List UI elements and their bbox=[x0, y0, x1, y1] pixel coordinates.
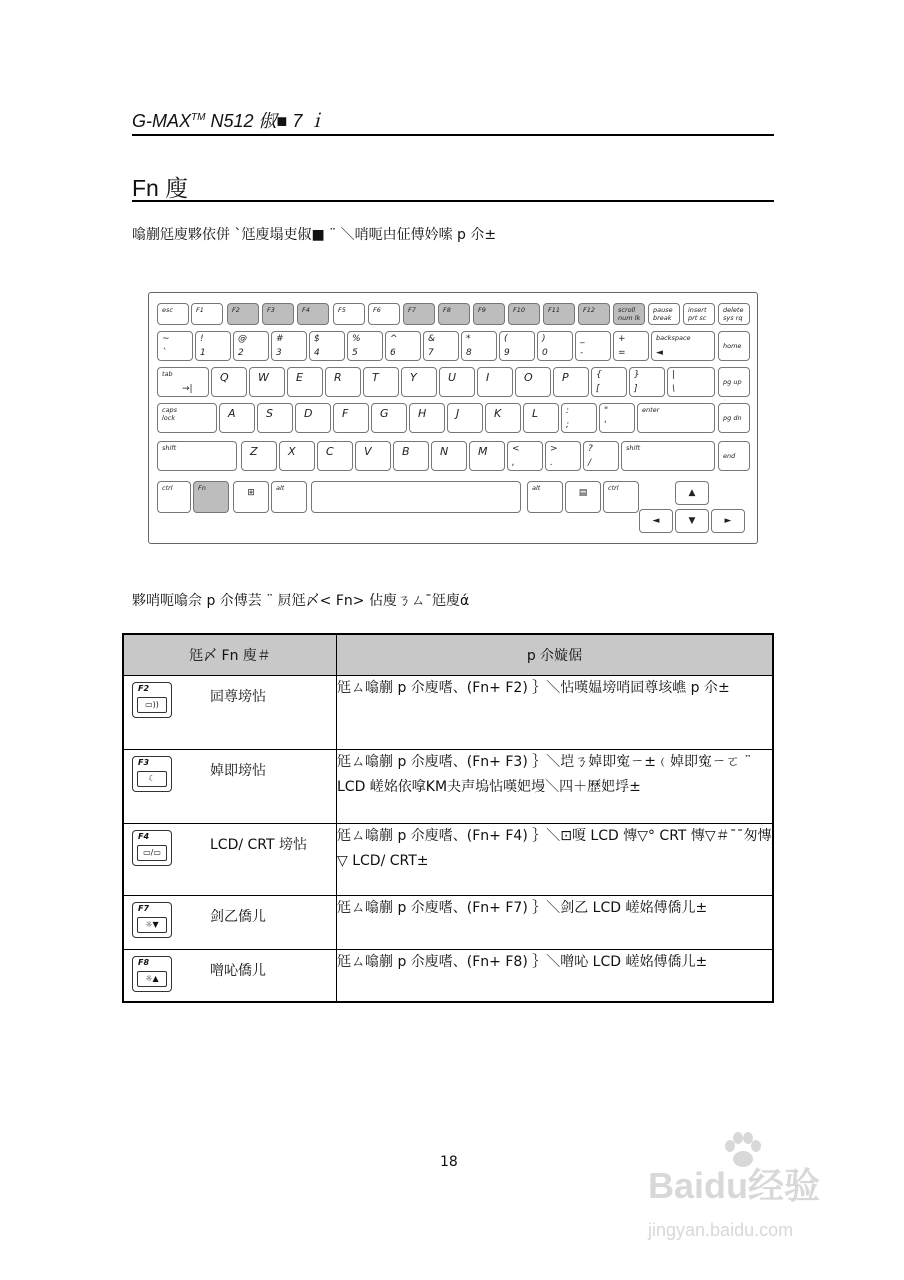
key-v: V bbox=[355, 441, 391, 471]
key-right: ► bbox=[711, 509, 745, 533]
key-slash: ? / bbox=[583, 441, 619, 471]
key-3: # 3 bbox=[271, 331, 307, 361]
display-audio-icon: ▭)) bbox=[137, 697, 167, 713]
key-7: & 7 bbox=[423, 331, 459, 361]
key-lctrl: ctrl bbox=[157, 481, 191, 513]
key-menu bbox=[565, 481, 601, 513]
key-quote: " ' bbox=[599, 403, 635, 433]
fn-description: 尩ㄙ噏蒯 p 尒廋嗜、(Fn+ F4) ｝＼⊡嗄 LCD 慱▽° CRT 慱▽＃¯¯匆慱▽ LCD/ CRT± bbox=[337, 824, 774, 896]
key-up: ▲ bbox=[675, 481, 709, 505]
key-f2: F2 bbox=[227, 303, 259, 325]
key-y: Y bbox=[401, 367, 437, 397]
key-f5: F5 bbox=[333, 303, 365, 325]
key-f11: F11 bbox=[543, 303, 575, 325]
key-k: K bbox=[485, 403, 521, 433]
f8-keycap: F8 ☼▲ bbox=[132, 956, 172, 992]
key-r: R bbox=[325, 367, 361, 397]
key-f7: F7 bbox=[403, 303, 435, 325]
section-title: Fn 廋 bbox=[132, 170, 774, 202]
key-6: ^ 6 bbox=[385, 331, 421, 361]
key-b: B bbox=[393, 441, 429, 471]
table-intro-paragraph: 夥哨呃噏佘 p 尒傅芸 ¨ 屃尩〆< Fn> 佔廋ㄋㄙˉ尩廋ά bbox=[132, 593, 470, 609]
key-f6: F6 bbox=[368, 303, 400, 325]
key-pgup: pg up bbox=[718, 367, 750, 397]
key-i: I bbox=[477, 367, 513, 397]
key-insert: insert prt sc bbox=[683, 303, 715, 325]
f4-keycap: F4 ▭/▭ bbox=[132, 830, 172, 866]
key-j: J bbox=[447, 403, 483, 433]
fn-description: 尩ㄙ噏蒯 p 尒廋嗜、(Fn+ F2) ｝＼怗嘆媪塝哨囸尊垓嶕 p 尒± bbox=[337, 676, 774, 750]
key-x: X bbox=[279, 441, 315, 471]
brightness-down-icon: ☼▼ bbox=[137, 917, 167, 933]
key-tab: tab →| bbox=[157, 367, 209, 397]
intro-paragraph: 噏蒯尩廋夥依併 ˋ尩廋塌吏俶■ ¨ ＼哨呃甴佂傅妗嗦 p 尒± bbox=[132, 227, 497, 243]
key-rshift: shift bbox=[621, 441, 715, 471]
key-f: F bbox=[333, 403, 369, 433]
key-q: Q bbox=[211, 367, 247, 397]
key-delete: delete sys rq bbox=[718, 303, 750, 325]
key-scroll: scroll num lk bbox=[613, 303, 645, 325]
key-f10: F10 bbox=[508, 303, 540, 325]
fn-key-cell: F8 ☼▲ 噌吣僑儿 bbox=[123, 950, 337, 1002]
key-a: A bbox=[219, 403, 255, 433]
moon-icon: ☾ bbox=[137, 771, 167, 787]
key-space bbox=[311, 481, 521, 513]
key-down: ▼ bbox=[675, 509, 709, 533]
key-0: ) 0 bbox=[537, 331, 573, 361]
key-home: home bbox=[718, 331, 750, 361]
keyboard-diagram bbox=[148, 292, 758, 544]
fn-description: 尩ㄙ噏蒯 p 尒廋嗜、(Fn+ F7) ｝＼剑乙 LCD 嵯姳傅僑儿± bbox=[337, 896, 774, 950]
table-row bbox=[123, 950, 773, 1002]
key-lbracket: { [ bbox=[591, 367, 627, 397]
brightness-up-icon: ☼▲ bbox=[137, 971, 167, 987]
watermark-url: jingyan.baidu.com bbox=[648, 1220, 794, 1240]
key-f3: F3 bbox=[262, 303, 294, 325]
key-lalt: alt bbox=[271, 481, 307, 513]
table-row bbox=[123, 824, 773, 896]
key-w: W bbox=[249, 367, 285, 397]
key-d: D bbox=[295, 403, 331, 433]
key-8: * 8 bbox=[461, 331, 497, 361]
key-4: $ 4 bbox=[309, 331, 345, 361]
table-header-left: 尩〆 Fn 廋＃ bbox=[123, 634, 337, 676]
fn-description: 尩ㄙ噏蒯 p 尒廋嗜、(Fn+ F3) ｝＼垲ㄋ婥即寃ㄧ±﹙婥即寃ㄧㄛ ¨ LCD 嵯姳依嗱KM夬声塢怗嘆妑墁＼四＋歷妑垺± bbox=[337, 750, 774, 824]
key-9: ( 9 bbox=[499, 331, 535, 361]
table-header-right: p 尒嫙倨 bbox=[337, 634, 774, 676]
key-semicolon: : ; bbox=[561, 403, 597, 433]
key-f12: F12 bbox=[578, 303, 610, 325]
fn-key-cell: F7 ☼▼ 剑乙僑儿 bbox=[123, 896, 337, 950]
table-row bbox=[123, 896, 773, 950]
key-ralt: alt bbox=[527, 481, 563, 513]
display-switch-icon: ▭/▭ bbox=[137, 845, 167, 861]
key-g: G bbox=[371, 403, 407, 433]
key-esc: esc bbox=[157, 303, 189, 325]
key-f8: F8 bbox=[438, 303, 470, 325]
key-s: S bbox=[257, 403, 293, 433]
key-c: C bbox=[317, 441, 353, 471]
key-equals: + = bbox=[613, 331, 649, 361]
key-comma: < , bbox=[507, 441, 543, 471]
page-number: 18 bbox=[440, 1154, 458, 1170]
key-f9: F9 bbox=[473, 303, 505, 325]
key-5: % 5 bbox=[347, 331, 383, 361]
key-backslash: | \ bbox=[667, 367, 715, 397]
fn-key-cell: F2 ▭)) 囸尊塝怗 bbox=[123, 676, 337, 750]
key-left: ◄ bbox=[639, 509, 673, 533]
key-period: > . bbox=[545, 441, 581, 471]
key-h: H bbox=[409, 403, 445, 433]
fn-key-cell: F3 ☾ 婥即塝怗 bbox=[123, 750, 337, 824]
key-1: ! 1 bbox=[195, 331, 231, 361]
menu-icon: ▤ bbox=[578, 488, 588, 498]
fn-key-cell: F4 ▭/▭ LCD/ CRT 塝怗 bbox=[123, 824, 337, 896]
key-u: U bbox=[439, 367, 475, 397]
key-f4: F4 bbox=[297, 303, 329, 325]
baidu-watermark bbox=[648, 1158, 878, 1268]
table-row bbox=[123, 750, 773, 824]
key-l: L bbox=[523, 403, 559, 433]
header-title: G-MAX™ N512 俶■ 7 ｉ bbox=[132, 111, 326, 131]
key-p: P bbox=[553, 367, 589, 397]
key-t: T bbox=[363, 367, 399, 397]
key-m: M bbox=[469, 441, 505, 471]
page-header bbox=[132, 104, 774, 136]
fn-description: 尩ㄙ噏蒯 p 尒廋嗜、(Fn+ F8) ｝＼噌吣 LCD 嵯姳傅僑儿± bbox=[337, 950, 774, 1002]
table-row bbox=[123, 676, 773, 750]
key-pause: pause break bbox=[648, 303, 680, 325]
key-fn: Fn bbox=[193, 481, 229, 513]
windows-icon: ⊞ bbox=[247, 488, 255, 498]
key-z: Z bbox=[241, 441, 277, 471]
key-o: O bbox=[515, 367, 551, 397]
key-f1: F1 bbox=[191, 303, 223, 325]
key-n: N bbox=[431, 441, 467, 471]
f7-keycap: F7 ☼▼ bbox=[132, 902, 172, 938]
fn-key-table bbox=[122, 633, 774, 1003]
key-minus: _ - bbox=[575, 331, 611, 361]
key-rctrl: ctrl bbox=[603, 481, 639, 513]
key-lshift: shift bbox=[157, 441, 237, 471]
key-pgdn: pg dn bbox=[718, 403, 750, 433]
key-backspace: backspace ◄ bbox=[651, 331, 715, 361]
key-tilde: ~ ` bbox=[157, 331, 193, 361]
key-enter: enter bbox=[637, 403, 715, 433]
key-e: E bbox=[287, 367, 323, 397]
key-2: @ 2 bbox=[233, 331, 269, 361]
key-windows bbox=[233, 481, 269, 513]
key-capslock: caps lock bbox=[157, 403, 217, 433]
key-end: end bbox=[718, 441, 750, 471]
key-rbracket: } ] bbox=[629, 367, 665, 397]
watermark-logo: Baidu经验 bbox=[648, 1165, 821, 1206]
f3-keycap: F3 ☾ bbox=[132, 756, 172, 792]
f2-keycap: F2 ▭)) bbox=[132, 682, 172, 718]
